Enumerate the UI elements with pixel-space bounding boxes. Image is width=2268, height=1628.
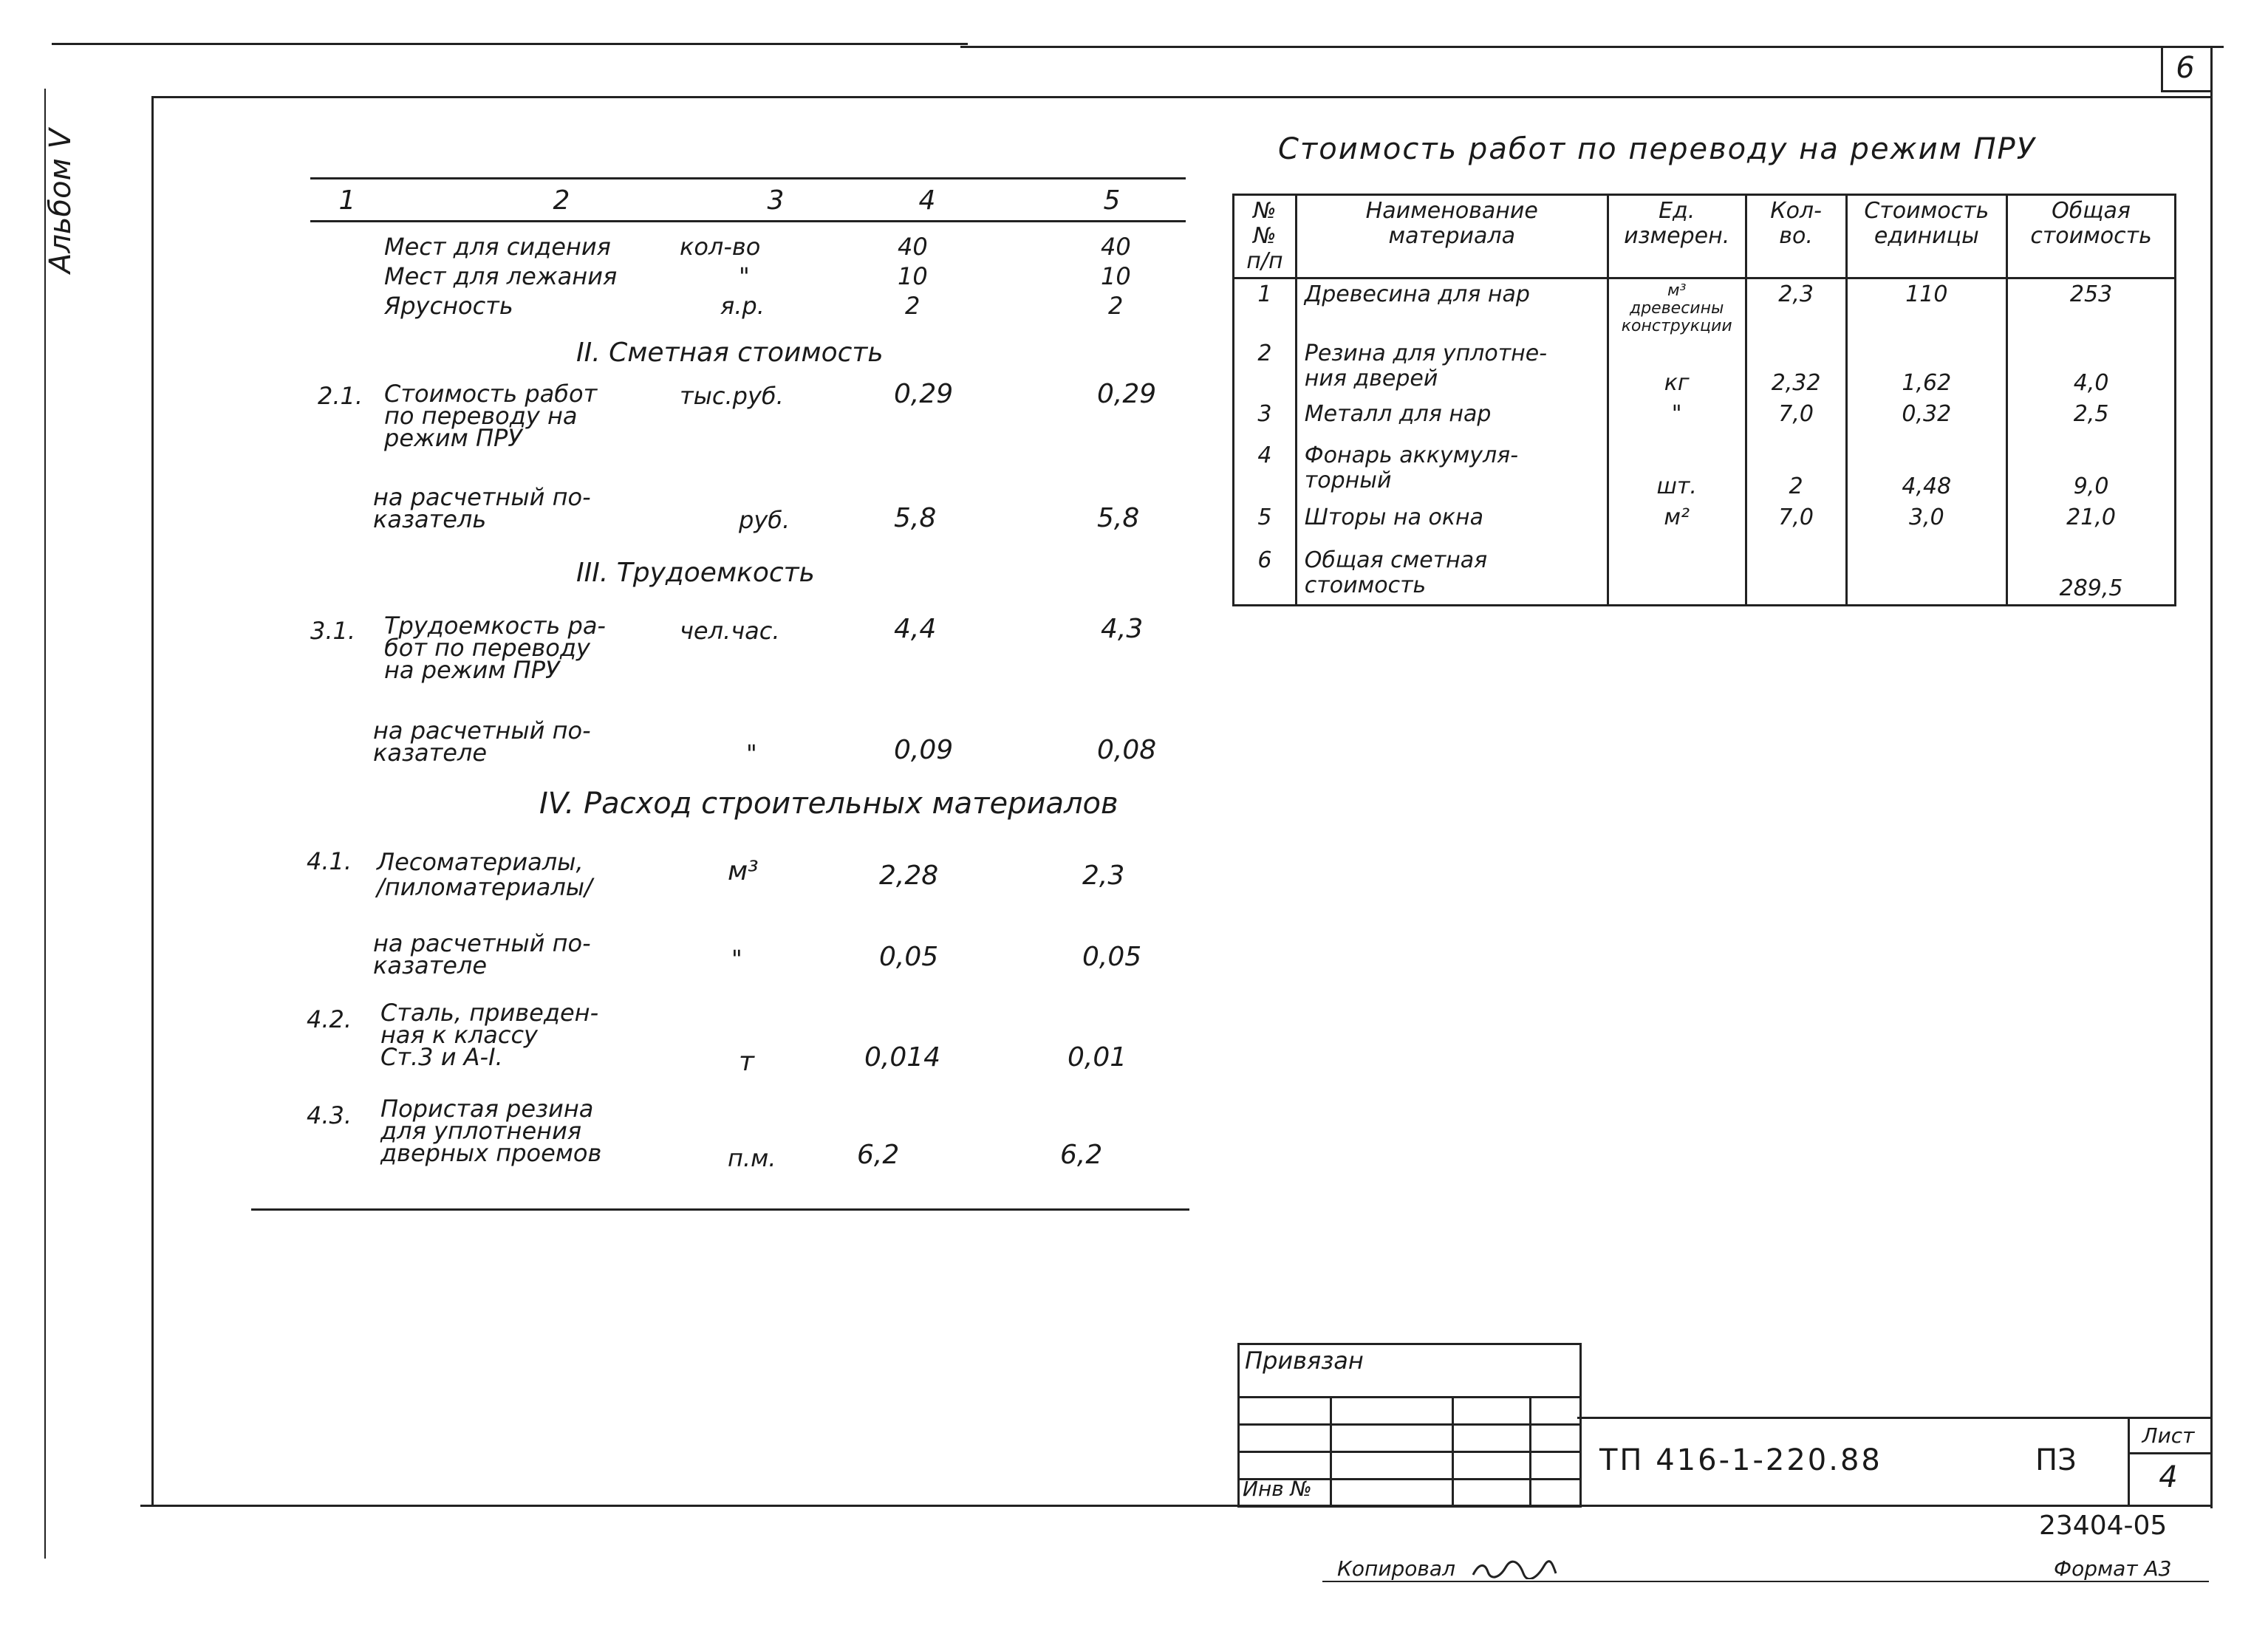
row-5-qty: 7,0 [1746, 502, 1846, 545]
row-3-qty: 7,0 [1746, 399, 1846, 440]
r31-unit: чел.час. [680, 617, 780, 645]
row-4-unit-cost: 4,48 [1846, 440, 2007, 502]
format-label: Формат А3 [2054, 1556, 2172, 1581]
section-3-title: III. Трудоемкость [576, 558, 815, 588]
row-3-unit: " [1608, 399, 1746, 440]
top-border-line [52, 43, 968, 45]
row-3-total: 2,5 [2007, 399, 2176, 440]
r42-unit: т [739, 1047, 754, 1077]
r21-v5: 0,29 [1097, 379, 1157, 409]
row-beds-v5: 10 [1101, 262, 1131, 290]
document-code: ТП 416-1-220.88 [1599, 1443, 1882, 1477]
r21b-unit: руб. [739, 506, 790, 534]
r42-v5: 0,01 [1068, 1042, 1127, 1073]
row-1-qty: 2,3 [1746, 278, 1846, 339]
r41-unit: м³ [728, 856, 759, 886]
stamp-top-rule [1577, 1417, 2213, 1419]
row-tiers-v4: 2 [905, 292, 920, 320]
signature-icon [1470, 1559, 1559, 1579]
right-table-title: Стоимость работ по переводу на режим ПРУ [1278, 132, 2037, 166]
r42-name: Сталь, приведен- ная к классу Ст.3 и А-I. [380, 999, 599, 1071]
left-margin-line [44, 89, 46, 1559]
row-5-unit: м² [1608, 502, 1746, 545]
row-tiers-v5: 2 [1108, 292, 1124, 320]
section-4-title: IV. Расход строительных материалов [539, 787, 1118, 821]
row-3-num: 3 [1234, 399, 1297, 440]
r41b-v5: 0,05 [1082, 942, 1142, 972]
r43-v5: 6,2 [1060, 1140, 1103, 1170]
row-4-unit: шт. [1608, 440, 1746, 502]
table-row [1234, 545, 2176, 606]
inner-frame-right [2210, 46, 2213, 1508]
left-table-bottom-rule [251, 1208, 1189, 1211]
row-5-name: Шторы на окна [1296, 502, 1608, 545]
col-header-3: 3 [767, 185, 785, 216]
r21b-v5: 5,8 [1097, 503, 1140, 533]
r41b-unit: " [731, 945, 742, 973]
r21-name: Стоимость работ по переводу на режим ПРУ [384, 380, 598, 452]
r42-num: 4.2. [307, 1005, 352, 1033]
inner-frame-top [151, 96, 2213, 98]
header-num: №№ п/п [1234, 195, 1297, 278]
r31b-name: на расчетный по- казателе [373, 716, 591, 767]
row-seats-v5: 40 [1101, 233, 1131, 261]
row-2-num: 2 [1234, 338, 1297, 399]
r41b-name: на расчетный по- казателе [373, 929, 591, 979]
row-2-qty: 2,32 [1746, 338, 1846, 399]
r31b-unit: " [746, 739, 757, 767]
footer-line [1322, 1581, 2209, 1582]
col-header-5: 5 [1103, 185, 1121, 216]
row-tiers-name: Ярусность [384, 292, 513, 320]
header-name: Наименование материала [1296, 195, 1608, 278]
order-number: 23404-05 [2039, 1511, 2168, 1541]
row-seats-v4: 40 [898, 233, 928, 261]
col-header-4: 4 [918, 185, 936, 216]
row-5-num: 5 [1234, 502, 1297, 545]
row-beds-name: Мест для лежания [384, 262, 618, 290]
row-4-qty: 2 [1746, 440, 1846, 502]
copier-signature [1470, 1559, 1559, 1579]
row-2-unit: кг [1608, 338, 1746, 399]
r42-v4: 0,014 [864, 1042, 941, 1073]
row-6-unit-cost [1846, 545, 2007, 606]
row-seats-unit: кол-во [680, 233, 761, 261]
r31-v5: 4,3 [1101, 614, 1144, 644]
r31-v4: 4,4 [894, 614, 937, 644]
inv-label: Инв № [1243, 1477, 1312, 1501]
row-1-total: 253 [2007, 278, 2176, 339]
row-6-total: 289,5 [2007, 545, 2176, 606]
r43-v4: 6,2 [857, 1140, 900, 1170]
sheet-label: Лист [2142, 1423, 2195, 1448]
sheet-corner-number: 6 [2176, 51, 2195, 85]
row-6-name: Общая сметная стоимость [1296, 545, 1608, 606]
table-row [1234, 440, 2176, 502]
left-table-header-rule [310, 220, 1186, 222]
r43-name: Пористая резина для уплотнения дверных проемов [380, 1095, 602, 1167]
r31b-v5: 0,08 [1097, 735, 1157, 765]
header-total: Общая стоимость [2007, 195, 2176, 278]
row-5-unit-cost: 3,0 [1846, 502, 2007, 545]
row-4-name: Фонарь аккумуля- торный [1296, 440, 1608, 502]
table-row [1234, 399, 2176, 440]
privyazan-label: Привязан [1245, 1347, 1364, 1375]
section-2-title: II. Сметная стоимость [576, 338, 884, 368]
r21b-v4: 5,8 [894, 503, 937, 533]
r43-num: 4.3. [307, 1101, 352, 1129]
r21-v4: 0,29 [894, 379, 954, 409]
inner-frame-left [151, 96, 154, 1507]
row-3-unit-cost: 0,32 [1846, 399, 2007, 440]
col-header-1: 1 [338, 185, 356, 216]
inner-frame-bottom [140, 1505, 2213, 1507]
album-label: Альбом V [44, 129, 78, 273]
r21-num: 2.1. [318, 382, 363, 410]
r43-unit: п.м. [728, 1144, 776, 1172]
row-2-total: 4,0 [2007, 338, 2176, 399]
row-1-num: 1 [1234, 278, 1297, 339]
left-table-top-rule [310, 177, 1186, 179]
row-6-qty [1746, 545, 1846, 606]
row-5-total: 21,0 [2007, 502, 2176, 545]
r41-v5: 2,3 [1082, 861, 1125, 891]
r41b-v4: 0,05 [879, 942, 939, 972]
copied-by-label: Копировал [1337, 1556, 1455, 1581]
row-3-name: Металл для нар [1296, 399, 1608, 440]
row-seats-name: Мест для сидения [384, 233, 611, 261]
r21b-name: на расчетный по- казатель [373, 483, 591, 533]
header-qty: Кол- во. [1746, 195, 1846, 278]
r41-v4: 2,28 [879, 861, 939, 891]
row-beds-unit: " [739, 262, 750, 290]
table-row [1234, 338, 2176, 399]
header-unit-cost: Стоимость единицы [1846, 195, 2007, 278]
section-code: ПЗ [2035, 1443, 2077, 1477]
row-1-unit: м³ древесины конструкции [1608, 278, 1746, 339]
row-tiers-unit: я.р. [720, 292, 765, 320]
r21-unit: тыс.руб. [680, 382, 784, 410]
col-header-2: 2 [553, 185, 570, 216]
r31b-v4: 0,09 [894, 735, 954, 765]
row-2-name: Резина для уплотне- ния дверей [1296, 338, 1608, 399]
row-6-num: 6 [1234, 545, 1297, 606]
r31-name: Трудоемкость ра- бот по переводу на режим ПРУ [384, 612, 606, 684]
row-4-total: 9,0 [2007, 440, 2176, 502]
row-6-unit [1608, 545, 1746, 606]
row-beds-v4: 10 [898, 262, 928, 290]
row-4-num: 4 [1234, 440, 1297, 502]
header-unit: Ед. измерен. [1608, 195, 1746, 278]
row-1-name: Древесина для нар [1296, 278, 1608, 339]
table-row [1234, 278, 2176, 339]
row-2-unit-cost: 1,62 [1846, 338, 2007, 399]
row-1-unit-cost: 110 [1846, 278, 2007, 339]
right-table [1232, 194, 2176, 606]
r41-num: 4.1. [307, 847, 352, 875]
top-border-line-right [960, 46, 2224, 48]
sheet-cell-divider [2128, 1452, 2210, 1454]
table-row [1234, 502, 2176, 545]
r41-name: Лесоматериалы, /пиломатериалы/ [377, 848, 592, 901]
r31-num: 3.1. [310, 617, 356, 645]
sheet-number: 4 [2159, 1460, 2178, 1494]
right-table-header-row [1234, 195, 2176, 278]
